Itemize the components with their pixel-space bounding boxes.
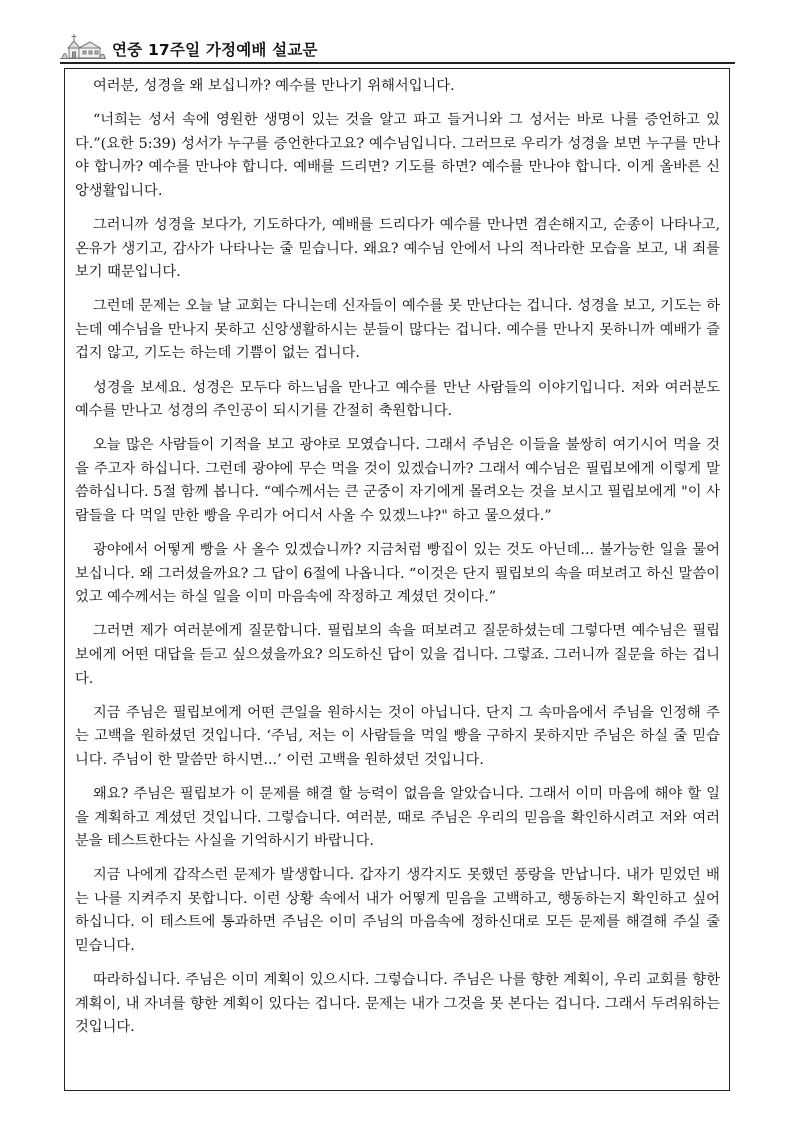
- paragraph: 따라하십니다. 주님은 이미 계획이 있으시다. 그렇습니다. 주님은 나를 향한 계획이, 우리 교회를 향한 계획이, 내 자녀를 향한 계획이 있다는 겁니다. 문제는 내가 그것을 못 본다는 겁니다. 그래서 두려워하는 것입니다.: [75, 972, 720, 1036]
- paragraph: 왜요? 주님은 필립보가 이 문제를 해결 할 능력이 없음을 알았습니다. 그래서 이미 마음에 해야 할 일을 계획하고 계셨던 것입니다. 그렇습니다. 여러분, 때로 주님은 우리의 믿음을 확인하시려고 저와 여러분을 테스트한다는 사실을 기억하시기 바랍니다.: [75, 785, 720, 850]
- paragraph: 그러면 제가 여러분에게 질문합니다. 필립보의 속을 떠보려고 질문하셨는데 그렇다면 예수님은 필립보에게 어떤 대답을 듣고 싶으셨을까요? 의도하신 답이 있을 겁니다. 그렇죠. 그러니까 질문을 하는 겁니다.: [75, 623, 720, 687]
- page-title: 연중 17주일 가정예배 설교문: [112, 41, 318, 59]
- paragraph: “너희는 성서 속에 영원한 생명이 있는 것을 알고 파고 들거니와 그 성서는 바로 나를 증언하고 있다.”(요한 5:39) 성서가 누구를 증언한다고요? 예수님입니다. 그러므로 우리가 성경을 보면 누구를 만나야 합니까? 예수를 만나야 합니다. 예배를 드리면? 기도를 하면? 예수를 만나야 합니다. 이게 올바른 신앙생활입니다.: [75, 112, 720, 199]
- paragraph: 그런데 문제는 오늘 날 교회는 다니는데 신자들이 예수를 못 만난다는 겁니다. 성경을 보고, 기도는 하는데 예수님을 만나지 못하고 신앙생활하시는 분들이 많다는 겁니다. 예수를 만나지 못하니까 예배가 즐겁지 않고, 기도는 하는데 기쁨이 없는 겁니다.: [75, 298, 720, 362]
- paragraph: 성경을 보세요. 성경은 모두다 하느님을 만나고 예수를 만난 사람들의 이야기입니다. 저와 여러분도 예수를 만나고 성경의 주인공이 되시기를 간절히 축원합니다.: [75, 379, 720, 420]
- paragraph: 그러니까 성경을 보다가, 기도하다가, 예배를 드리다가 예수를 만나면 겸손해지고, 순종이 나타나고, 온유가 생기고, 감사가 나타나는 줄 믿습니다. 왜요? 예수님 안에서 나의 적나라한 모습을 보고, 내 죄를 보기 때문입니다.: [75, 216, 720, 281]
- paragraph: 지금 주님은 필립보에게 어떤 큰일을 원하시는 것이 아닙니다. 단지 그 속마음에서 주님을 인정해 주는 고백을 원하셨던 것입니다. ‘주님, 저는 이 사람들을 먹일 빵을 구하지 못하지만 주님은 하실 줄 믿습니다. 주님이 한 말씀만 하시면...’ 이런 고백을 원하셨던 것입니다.: [75, 704, 720, 768]
- paragraph: 광야에서 어떻게 빵을 사 올수 있겠습니까? 지금처럼 빵집이 있는 것도 아닌데... 불가능한 일을 물어보십니다. 왜 그러셨을까요? 그 답이 6절에 나옵니다. “이것은 단지 필립보의 속을 떠보려고 하신 말씀이었고 예수께서는 하실 일을 이미 마음속에 작정하고 계셨던 것이다.”: [75, 542, 720, 606]
- paragraph: 오늘 많은 사람들이 기적을 보고 광야로 모였습니다. 그래서 주님은 이들을 불쌍히 여기시어 먹을 것을 주고자 하십니다. 그런데 광야에 무슨 먹을 것이 있겠습니까? 그래서 예수님은 필립보에게 이렇게 말씀하십니다. 5절 함께 봅니다. “예수께서는 큰 군중이 자기에게 몰려오는 것을 보시고 필립보에게 "이 사람들을 다 먹일 만한 빵을 우리가 어디서 사올 수 있겠느냐?" 하고 물으셨다.”: [75, 437, 720, 524]
- paragraph: 지금 나에게 갑작스런 문제가 발생합니다. 갑자기 생각지도 못했던 풍랑을 만납니다. 내가 믿었던 배는 나를 지켜주지 못합니다. 이런 상황 속에서 내가 어떻게 믿음을 고백하고, 행동하는지 확인하고 싶어 하십니다. 이 테스트에 통과하면 주님은 이미 주님의 마음속에 정하신대로 모든 문제를 해결해 주실 줄 믿습니다.: [75, 867, 720, 954]
- sermon-body: [64, 68, 730, 1091]
- paragraph: 여러분, 성경을 왜 보십니까? 예수를 만나기 위해서입니다.: [93, 78, 455, 94]
- church-logo-icon: [60, 32, 106, 60]
- header-divider: [60, 62, 735, 64]
- page-header: [60, 30, 740, 64]
